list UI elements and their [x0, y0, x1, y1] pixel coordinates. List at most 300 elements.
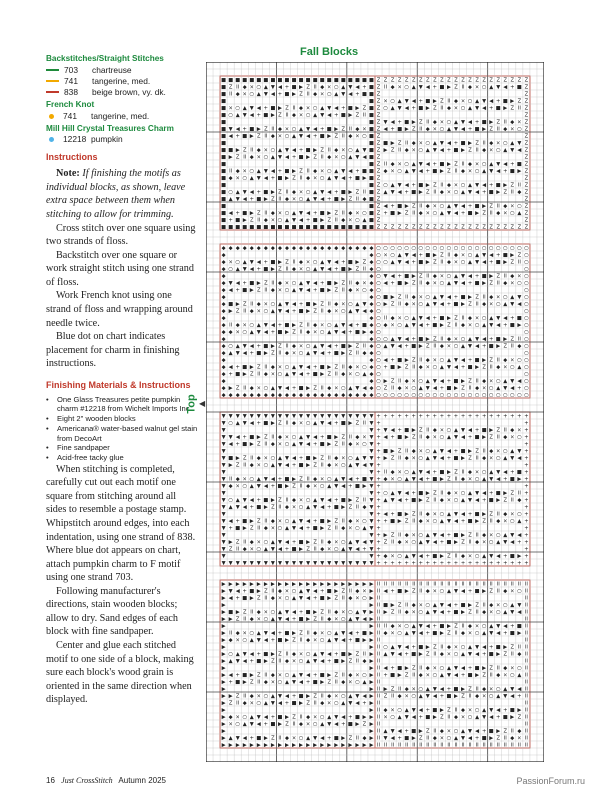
stitch-symbol: +	[453, 140, 459, 147]
stitch-symbol: II	[440, 490, 444, 497]
stitch-symbol: ○	[460, 490, 466, 497]
stitch-symbol: Z	[517, 714, 522, 721]
stitch-symbol: ×	[517, 119, 522, 126]
stitch-symbol: ◀	[468, 119, 473, 126]
stitch-symbol: ◆	[418, 210, 423, 217]
stitch-symbol: ▶	[306, 385, 311, 392]
stitch-symbol: ◀	[453, 210, 458, 217]
stitch-symbol: +	[439, 693, 445, 700]
stitch-symbol: ◆	[292, 392, 297, 399]
stitch-symbol: ▶	[292, 322, 297, 329]
stitch-symbol: ■	[333, 658, 339, 665]
instruction-backstitch: Backstitch over one square or work straight stitch using one strand of floss.	[46, 249, 194, 288]
stitch-symbol: ■	[235, 525, 241, 532]
stitch-symbol: Z	[404, 210, 409, 217]
stitch-symbol: ▼	[369, 427, 374, 434]
stitch-symbol: ▼	[496, 161, 501, 168]
stitch-symbol: ◆	[299, 105, 304, 112]
stitch-symbol: ▼	[306, 560, 311, 567]
stitch-symbol: II	[517, 105, 521, 112]
stitch-symbol: ×	[517, 273, 522, 280]
stitch-symbol: ■	[474, 280, 480, 287]
stitch-symbol: ■	[319, 672, 325, 679]
stitch-symbol: ◀	[418, 553, 423, 560]
stitch-symbol: Z	[524, 189, 529, 196]
stitch-symbol: ◀	[468, 273, 473, 280]
stitch-symbol: ◀	[362, 154, 367, 161]
stitch-symbol: ▶	[369, 686, 374, 693]
stitch-symbol: +	[446, 147, 452, 154]
stitch-symbol: ◆	[327, 392, 332, 399]
stitch-symbol: ○	[256, 700, 262, 707]
stitch-symbol: Z	[461, 693, 465, 700]
stitch-symbol: ▶	[369, 672, 374, 679]
stitch-symbol: ◀	[299, 371, 304, 378]
stitch-symbol: ▶	[369, 581, 374, 588]
stitch-symbol: ▶	[362, 581, 367, 588]
stitch-symbol: ▲	[446, 665, 451, 672]
stitch-symbol: ×	[284, 280, 290, 287]
stitch-symbol: ◆	[348, 245, 353, 252]
stitch-symbol: ■	[369, 147, 374, 154]
stitch-symbol: +	[383, 210, 388, 217]
stitch-symbol: ▲	[503, 147, 508, 154]
stitch-symbol: ○	[495, 455, 501, 462]
stitch-symbol: II	[524, 700, 528, 707]
stitch-symbol: ■	[270, 259, 276, 266]
stitch-symbol: ▶	[228, 385, 233, 392]
stitch-symbol: ▲	[299, 126, 304, 133]
stitch-symbol: ×	[270, 679, 276, 686]
stitch-symbol: II	[468, 693, 472, 700]
stitch-symbol: ◆	[242, 392, 247, 399]
stitch-symbol: +	[376, 525, 381, 532]
stitch-symbol: ▼	[256, 560, 261, 567]
stitch-symbol: ○	[503, 448, 508, 455]
stitch-symbol: ▶	[503, 336, 508, 343]
stitch-symbol: ▶	[432, 714, 437, 721]
stitch-symbol: ▼	[320, 651, 325, 658]
stitch-symbol: Z	[257, 364, 261, 371]
stitch-symbol: ×	[390, 553, 395, 560]
stitch-symbol: ○	[524, 294, 529, 301]
materials-list	[46, 395, 198, 463]
stitch-symbol: ◆	[341, 245, 346, 252]
stitch-symbol: +	[376, 546, 381, 553]
stitch-symbol: +	[376, 560, 381, 567]
stitch-symbol: +	[425, 630, 430, 637]
stitch-symbol: ◆	[369, 392, 374, 399]
stitch-symbol: +	[376, 413, 381, 420]
stitch-symbol: ▼	[355, 693, 360, 700]
stitch-symbol: ▲	[228, 196, 233, 203]
stitch-symbol: ○	[495, 609, 501, 616]
stitch-symbol: ■	[333, 196, 339, 203]
stitch-symbol: ○	[418, 245, 424, 252]
stitch-symbol: ◀	[292, 609, 297, 616]
stitch-symbol: ◆	[320, 84, 325, 91]
stitch-symbol: +	[503, 553, 508, 560]
stitch-symbol: ×	[432, 588, 438, 595]
stitch-symbol: +	[376, 532, 381, 539]
stitch-symbol: ▼	[475, 182, 480, 189]
stitch-symbol: ○	[249, 630, 255, 637]
stitch-symbol: ◆	[327, 462, 332, 469]
stitch-symbol: ▶	[369, 651, 374, 658]
stitch-symbol: +	[390, 280, 395, 287]
stitch-symbol: II	[475, 742, 479, 749]
stitch-symbol: Z	[454, 469, 458, 476]
stitch-symbol: ■	[256, 77, 262, 84]
stitch-symbol: ■	[291, 700, 297, 707]
finishing-step-1: When stitching is completed, carefully cut out each motif one square from stitching around all sides to resemble a postage stamp. Whipstitch around edges, into each indentation, using one strand of 838. Where blue dot appears on chart, attach pumpkin charm to F motif using one strand 703.	[46, 463, 196, 584]
stitch-symbol: ○	[467, 714, 473, 721]
stitch-symbol: ■	[298, 616, 304, 623]
stitch-symbol: Z	[334, 133, 339, 140]
stitch-symbol: II	[376, 672, 381, 679]
stitch-symbol: +	[510, 84, 515, 91]
stitch-symbol: ◀	[461, 588, 466, 595]
stitch-symbol: ■	[242, 133, 248, 140]
stitch-symbol: ◀	[306, 672, 311, 679]
stitch-symbol: ▶	[475, 210, 480, 217]
stitch-symbol: ■	[319, 595, 325, 602]
stitch-symbol: ○	[284, 287, 290, 294]
stitch-symbol: II	[243, 539, 247, 546]
stitch-symbol: ▶	[390, 448, 395, 455]
stitch-symbol: ▶	[369, 707, 374, 714]
stitch-symbol: +	[517, 693, 522, 700]
stitch-symbol: Z	[447, 630, 451, 637]
stitch-symbol: ▼	[369, 462, 374, 469]
stitch-symbol: +	[320, 126, 325, 133]
stitch-symbol: ◀	[263, 329, 268, 336]
stitch-symbol: ○	[376, 301, 381, 308]
stitch-symbol: ◆	[341, 392, 346, 399]
stitch-symbol: ×	[277, 441, 283, 448]
stitch-symbol: II	[524, 672, 528, 679]
stitch-symbol: +	[446, 455, 452, 462]
stitch-symbol: ○	[397, 392, 402, 399]
stitch-symbol: ▼	[341, 476, 346, 483]
stitch-symbol: +	[284, 546, 290, 553]
stitch-symbol: ◆	[383, 168, 388, 175]
stitch-symbol: ◀	[292, 147, 297, 154]
stitch-symbol: ■	[298, 308, 304, 315]
stitch-symbol: ■	[460, 140, 466, 147]
stitch-symbol: ○	[524, 378, 529, 385]
stitch-symbol: +	[432, 315, 438, 322]
stitch-symbol: ○	[460, 182, 466, 189]
stitch-symbol: II	[398, 609, 402, 616]
stitch-symbol: ■	[298, 539, 304, 546]
stitch-symbol: ▼	[432, 301, 437, 308]
stitch-symbol: ■	[397, 665, 403, 672]
stitch-symbol: Z	[278, 497, 282, 504]
stitch-symbol: ◀	[453, 518, 458, 525]
stitch-symbol: ×	[355, 364, 360, 371]
stitch-symbol: II	[496, 588, 500, 595]
stitch-symbol: ◆	[320, 546, 325, 553]
stitch-symbol: ×	[249, 700, 254, 707]
stitch-symbol: ▼	[348, 84, 353, 91]
stitch-symbol: ○	[404, 623, 409, 630]
stitch-symbol: ×	[411, 609, 416, 616]
stitch-symbol: ▶	[221, 588, 226, 595]
stitch-symbol: ■	[326, 588, 332, 595]
stitch-symbol: Z	[285, 721, 289, 728]
stitch-symbol: ◆	[383, 707, 388, 714]
stitch-symbol: ○	[495, 245, 501, 252]
stitch-symbol: ▼	[221, 532, 226, 539]
stitch-symbol: ▲	[404, 168, 409, 175]
stitch-symbol: Z	[228, 546, 233, 553]
stitch-symbol: ○	[362, 364, 367, 371]
stitch-symbol: ■	[502, 252, 508, 259]
stitch-symbol: ▼	[277, 385, 282, 392]
stitch-symbol: ×	[439, 119, 445, 126]
stitch-symbol: ◆	[270, 672, 275, 679]
stitch-symbol: ×	[510, 357, 515, 364]
stitch-symbol: ◀	[299, 217, 304, 224]
stitch-symbol: ▶	[411, 119, 416, 126]
stitch-symbol: ×	[334, 616, 339, 623]
stitch-symbol: ○	[460, 644, 466, 651]
stitch-symbol: ▼	[299, 595, 304, 602]
stitch-symbol: ▲	[404, 553, 409, 560]
stitch-symbol: ▲	[242, 105, 247, 112]
stitch-symbol: ▶	[355, 721, 360, 728]
stitch-symbol: ◀	[439, 686, 444, 693]
stitch-symbol: ▶	[313, 609, 318, 616]
stitch-symbol: ▶	[221, 707, 226, 714]
stitch-symbol: ◆	[334, 301, 339, 308]
stitch-symbol: ◀	[461, 203, 466, 210]
stitch-symbol: ▶	[369, 679, 374, 686]
stitch-symbol: ▶	[221, 728, 226, 735]
stitch-symbol: ▶	[228, 308, 233, 315]
stitch-symbol: ▶	[306, 154, 311, 161]
stitch-symbol: ▲	[306, 658, 311, 665]
stitch-symbol: ▶	[320, 217, 325, 224]
stitch-symbol: ■	[418, 336, 424, 343]
stitch-symbol: ○	[524, 336, 529, 343]
stitch-symbol: ▼	[432, 609, 437, 616]
stitch-symbol: II	[524, 742, 528, 749]
stitch-symbol: ▲	[411, 623, 416, 630]
stitch-symbol: II	[398, 147, 402, 154]
stitch-symbol: ▶	[517, 322, 522, 329]
stitch-symbol: ◀	[439, 378, 444, 385]
stitch-symbol: ◆	[503, 357, 508, 364]
stitch-symbol: II	[348, 588, 352, 595]
stitch-symbol: ▼	[369, 504, 374, 511]
stitch-symbol: II	[376, 665, 381, 672]
stitch-symbol: ▲	[503, 301, 508, 308]
stitch-symbol: ◆	[362, 735, 367, 742]
stitch-symbol: ×	[298, 343, 304, 350]
stitch-symbol: ■	[453, 378, 459, 385]
finishing-heading: Finishing Materials & Instructions	[46, 379, 191, 390]
stitch-symbol: ▲	[468, 105, 473, 112]
stitch-symbol: ▼	[397, 644, 402, 651]
stitch-symbol: Z	[383, 539, 388, 546]
stitch-symbol: ◆	[390, 469, 395, 476]
stitch-symbol: ◆	[235, 245, 240, 252]
stitch-symbol: +	[270, 714, 276, 721]
stitch-symbol: ○	[291, 126, 297, 133]
stitch-symbol: II	[250, 147, 254, 154]
stitch-symbol: Z	[433, 77, 437, 84]
stitch-symbol: ▶	[517, 168, 522, 175]
stitch-symbol: ◆	[369, 343, 374, 350]
stitch-symbol: ■	[291, 546, 297, 553]
stitch-symbol: +	[411, 490, 416, 497]
stitch-symbol: ▼	[482, 252, 487, 259]
stitch-symbol: ▼	[453, 511, 458, 518]
stitch-symbol: ■	[312, 224, 318, 231]
stitch-symbol: ×	[291, 735, 297, 742]
stitch-symbol: ▼	[320, 413, 325, 420]
stitch-symbol: ◆	[263, 371, 268, 378]
stitch-symbol: ◀	[228, 133, 233, 140]
stitch-symbol: ▶	[446, 469, 451, 476]
stitch-symbol: +	[397, 427, 402, 434]
stitch-symbol: ○	[298, 196, 304, 203]
stitch-symbol: ◀	[299, 679, 304, 686]
stitch-symbol: II	[475, 581, 479, 588]
stitch-symbol: ◀	[362, 385, 367, 392]
stitch-symbol: ▶	[249, 672, 254, 679]
stitch-symbol: ■	[221, 217, 227, 224]
stitch-symbol: ▶	[242, 742, 247, 749]
stitch-symbol: ■	[263, 224, 269, 231]
stitch-symbol: Z	[355, 112, 360, 119]
stitch-symbol: ◆	[503, 280, 508, 287]
stitch-symbol: ▼	[453, 588, 458, 595]
stitch-symbol: Z	[334, 210, 339, 217]
stitch-symbol: +	[397, 119, 402, 126]
stitch-symbol: ×	[439, 735, 445, 742]
stitch-symbol: +	[390, 665, 395, 672]
stitch-symbol: ■	[495, 490, 501, 497]
stitch-symbol: ▲	[313, 343, 318, 350]
stitch-symbol: ▶	[313, 581, 318, 588]
stitch-symbol: II	[447, 581, 451, 588]
stitch-symbol: ▼	[362, 560, 367, 567]
stitch-symbol: ▼	[263, 630, 268, 637]
stitch-symbol: ×	[249, 84, 254, 91]
stitch-symbol: ▶	[390, 602, 395, 609]
stitch-symbol: +	[481, 560, 487, 567]
stitch-symbol: +	[474, 427, 480, 434]
stitch-symbol: ▶	[249, 133, 254, 140]
stitch-symbol: ▼	[418, 84, 423, 91]
stitch-symbol: Z	[376, 175, 381, 182]
stitch-symbol: ▶	[228, 462, 233, 469]
stitch-symbol: ▼	[468, 497, 473, 504]
stitch-symbol: Z	[278, 343, 282, 350]
stitch-symbol: II	[334, 217, 338, 224]
stitch-symbol: ▲	[482, 630, 487, 637]
stitch-symbol: +	[327, 350, 332, 357]
stitch-symbol: ◆	[446, 259, 451, 266]
stitch-symbol: ▶	[468, 448, 473, 455]
stitch-symbol: ×	[489, 301, 494, 308]
stitch-symbol: ▼	[228, 413, 233, 420]
stitch-symbol: +	[235, 441, 240, 448]
stitch-symbol: +	[496, 714, 501, 721]
stitch-symbol: ◆	[461, 707, 466, 714]
list-item: • Acid-free tacky glue	[54, 453, 198, 463]
stitch-symbol: II	[362, 189, 366, 196]
stitch-symbol: ×	[334, 308, 339, 315]
stitch-symbol: ▼	[397, 105, 402, 112]
stitch-symbol: +	[228, 217, 233, 224]
stitch-symbol: ◆	[369, 266, 374, 273]
stitch-symbol: ▶	[249, 364, 254, 371]
stitch-symbol: ▶	[369, 721, 374, 728]
stitch-symbol: ◆	[369, 329, 374, 336]
stitch-symbol: ◆	[369, 259, 374, 266]
stitch-symbol: II	[264, 364, 268, 371]
stitch-symbol: ◆	[489, 602, 494, 609]
stitch-symbol: ◀	[411, 714, 416, 721]
stitch-symbol: II	[419, 434, 423, 441]
stitch-symbol: Z	[334, 364, 339, 371]
stitch-symbol: ◆	[362, 350, 367, 357]
stitch-symbol: ▶	[256, 280, 261, 287]
stitch-symbol: ■	[221, 182, 227, 189]
stitch-symbol: ◀	[461, 357, 466, 364]
stitch-symbol: Z	[299, 630, 303, 637]
stitch-symbol: +	[390, 434, 395, 441]
stitch-symbol: II	[236, 84, 240, 91]
stitch-symbol: +	[517, 385, 522, 392]
stitch-symbol: ◀	[461, 280, 466, 287]
stitch-symbol: +	[446, 378, 452, 385]
stitch-symbol: ■	[326, 434, 332, 441]
stitch-symbol: ○	[235, 721, 240, 728]
stitch-symbol: ×	[510, 126, 515, 133]
stitch-symbol: II	[405, 581, 409, 588]
stitch-symbol: II	[475, 455, 479, 462]
stitch-symbol: II	[412, 210, 416, 217]
stitch-symbol: ▼	[313, 350, 318, 357]
stitch-symbol: Z	[383, 693, 388, 700]
stitch-symbol: Z	[320, 455, 324, 462]
stitch-symbol: ◆	[425, 434, 430, 441]
stitch-symbol: ◀	[299, 525, 304, 532]
stitch-symbol: ×	[270, 371, 276, 378]
stitch-symbol: ▶	[284, 581, 289, 588]
stitch-symbol: ◀	[270, 476, 275, 483]
stitch-symbol: ◆	[228, 483, 233, 490]
stitch-symbol: ▲	[482, 476, 487, 483]
stitch-symbol: ◀	[284, 539, 289, 546]
stitch-symbol: II	[391, 385, 395, 392]
stitch-symbol: II	[412, 581, 416, 588]
stitch-symbol: ▼	[418, 469, 423, 476]
stitch-symbol: ○	[418, 378, 424, 385]
stitch-symbol: ○	[510, 518, 515, 525]
stitch-symbol: +	[467, 560, 473, 567]
stitch-symbol: +	[242, 126, 247, 133]
stitch-symbol: ▶	[369, 693, 374, 700]
stitch-symbol: II	[384, 84, 388, 91]
stitch-symbol: +	[383, 560, 388, 567]
stitch-symbol: ◆	[468, 161, 473, 168]
